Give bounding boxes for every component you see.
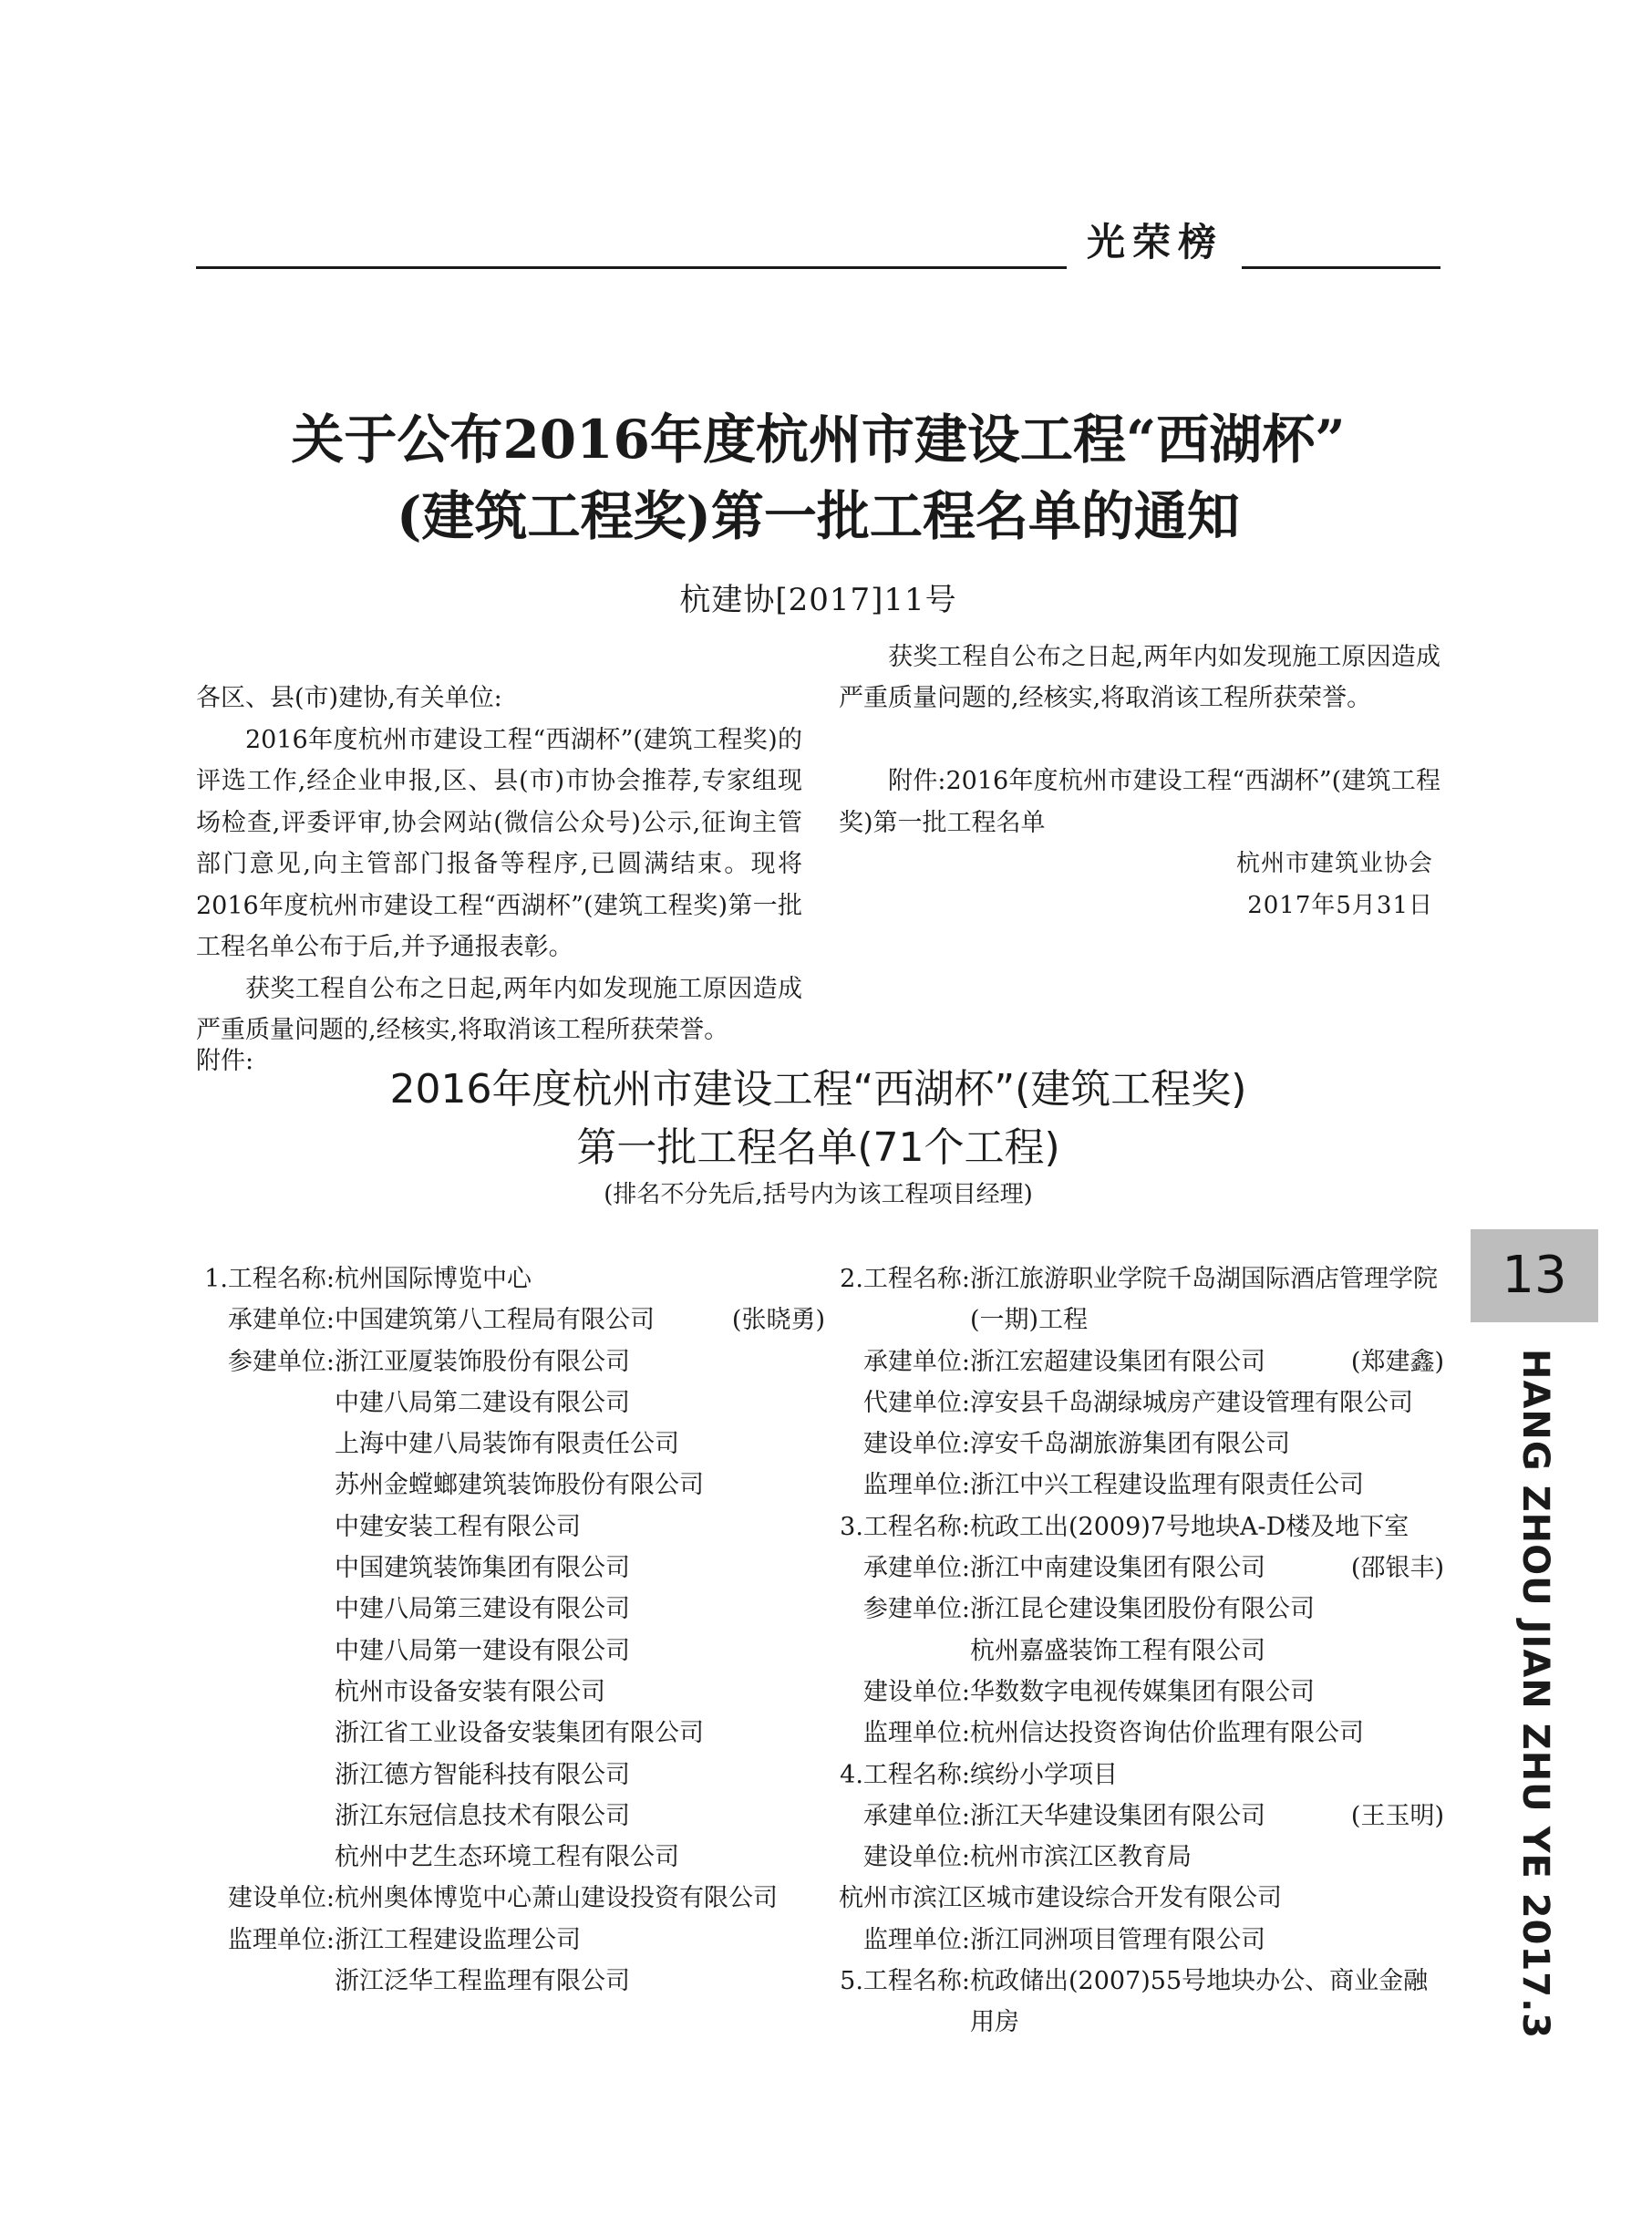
participant: 浙江昆仑建设集团股份有限公司 (970, 1595, 1315, 1624)
supervisor-label: 监理单位: (227, 1925, 335, 1954)
section-label: 光荣榜 (1086, 220, 1224, 264)
header-rule-left (196, 266, 1067, 269)
project-name: 杭州国际博览中心 (335, 1265, 532, 1293)
supervisor-name: 浙江中兴工程建设监理有限责任公司 (970, 1471, 1364, 1500)
contractor-label: 承建单位: (862, 1347, 970, 1376)
project-name-label: 1.工程名称: (204, 1265, 335, 1293)
participant: 浙江省工业设备安装集团有限公司 (335, 1719, 704, 1748)
owner-name-secondary: 杭州市滨江区城市建设综合开发有限公司 (839, 1884, 1282, 1913)
contractor-name: 中国建筑第八工程局有限公司 (335, 1306, 655, 1335)
contractor-label: 承建单位: (227, 1306, 335, 1335)
notice-title (196, 401, 1440, 554)
owner-name: 杭州市滨江区教育局 (970, 1843, 1192, 1872)
participant: 浙江亚厦装饰股份有限公司 (335, 1347, 630, 1376)
contractor-label: 承建单位: (862, 1554, 970, 1583)
supervisor-label: 监理单位: (862, 1471, 970, 1500)
participant: 杭州市设备安装有限公司 (335, 1677, 605, 1706)
participant: 苏州金螳螂建筑装饰股份有限公司 (335, 1471, 704, 1500)
project-3 (831, 1506, 1444, 1755)
journal-name: HANG ZHOU JIAN ZHU YE 2017.3 (1514, 1349, 1556, 2040)
project-manager: (邵银丰) (1350, 1554, 1444, 1583)
section-header (196, 217, 1440, 272)
notice-paragraph-1: 2016年度杭州市建设工程“西湖杯”(建筑工程奖)的评选工作,经企业申报,区、县(市)市协会推荐,专家组现场检查,评委评审,协会网站(微信公众号)公示,征询主管部门意见,向主管部门报备等程序,已圆满结束。现将2016年度杭州市建设工程“西湖杯”(建筑工程奖)第一批工程名单公布于后,并予通报表彰。 (196, 725, 802, 961)
contractor-name: 浙江天华建设集团有限公司 (970, 1801, 1265, 1830)
participant: 浙江东冠信息技术有限公司 (335, 1801, 630, 1830)
contractor-cell (970, 1341, 1444, 1382)
contractor-name: 浙江宏超建设集团有限公司 (970, 1347, 1265, 1376)
notice-paragraph-2: 获奖工程自公布之日起,两年内如发现施工原因造成严重质量问题的,经核实,将取消该工程所获荣誉。 (196, 974, 802, 1044)
agent-name: 淳安县千岛湖绿城房产建设管理有限公司 (970, 1388, 1413, 1417)
notice-paragraph-2-overflow: 获奖工程自公布之日起,两年内如发现施工原因造成严重质量问题的,经核实,将取消该工程所获荣誉。 (839, 642, 1440, 712)
list-title-line1: 2016年度杭州市建设工程“西湖杯”(建筑工程奖) (389, 1066, 1247, 1113)
participants-label: 参建单位: (862, 1595, 970, 1624)
journal-vertical-label (1496, 1349, 1575, 2040)
notice-paragraph-2-continued (839, 642, 1440, 761)
supervisor-name: 杭州信达投资咨询估价监理有限公司 (970, 1719, 1364, 1748)
owner-name: 淳安千岛湖旅游集团有限公司 (970, 1430, 1290, 1459)
attachment-label: 附件: (196, 1047, 254, 1075)
page-number-tab: 13 (1471, 1229, 1598, 1322)
notice-body-left (196, 678, 802, 1044)
project-name-label: 2.工程名称: (840, 1265, 970, 1293)
list-note: (排名不分先后,括号内为该工程项目经理) (604, 1181, 1033, 1208)
project-2 (831, 1258, 1444, 1506)
list-title (196, 1061, 1440, 1177)
project-name: 缤纷小学项目 (970, 1760, 1118, 1789)
attachment-note: 附件:2016年度杭州市建设工程“西湖杯”(建筑工程奖)第一批工程名单 (839, 767, 1440, 837)
contractor-cell (335, 1299, 825, 1341)
project-1 (196, 1258, 825, 2002)
project-manager: (张晓勇) (731, 1306, 825, 1335)
participant: 中建八局第二建设有限公司 (335, 1388, 630, 1417)
project-name: 浙江旅游职业学院千岛湖国际酒店管理学院(一期)工程 (970, 1265, 1438, 1335)
project-name-label: 3.工程名称: (840, 1512, 970, 1541)
participant: 杭州嘉盛装饰工程有限公司 (970, 1636, 1265, 1665)
project-list-left (196, 1258, 825, 2002)
participant: 浙江德方智能科技有限公司 (335, 1760, 630, 1789)
project-name: 杭政工出(2009)7号地块A-D楼及地下室 (970, 1512, 1409, 1541)
doc-number: 杭建协[2017]11号 (679, 582, 957, 618)
supervisor-label: 监理单位: (862, 1925, 970, 1954)
agent-label: 代建单位: (862, 1388, 970, 1417)
project-name-label: 5.工程名称: (840, 1967, 970, 1996)
notice-title-line1: 关于公布2016年度杭州市建设工程“西湖杯” (291, 409, 1346, 471)
owner-name: 杭州奥体博览中心萧山建设投资有限公司 (335, 1884, 778, 1913)
issue-date: 2017年5月31日 (1247, 891, 1433, 919)
owner-name: 华数数字电视传媒集团有限公司 (970, 1677, 1315, 1706)
participant: 上海中建八局装饰有限责任公司 (335, 1430, 679, 1459)
contractor-cell (970, 1548, 1444, 1589)
supervisor-name: 浙江同洲项目管理有限公司 (970, 1925, 1265, 1954)
salutation: 各区、县(市)建协,有关单位: (196, 684, 502, 712)
supervisor-name: 浙江泛华工程监理有限公司 (335, 1967, 630, 1996)
owner-label: 建设单位: (227, 1884, 335, 1913)
notice-title-line2: (建筑工程奖)第一批工程名单的通知 (397, 485, 1240, 547)
list-title-line2: 第一批工程名单(71个工程) (576, 1124, 1060, 1171)
participant: 中建安装工程有限公司 (335, 1512, 581, 1541)
header-rule-right (1242, 266, 1440, 269)
supervisor-name: 浙江工程建设监理公司 (335, 1925, 581, 1954)
project-manager: (郑建鑫) (1350, 1347, 1444, 1376)
owner-label: 建设单位: (862, 1677, 970, 1706)
participant: 中建八局第三建设有限公司 (335, 1595, 630, 1624)
owner-label: 建设单位: (862, 1843, 970, 1872)
contractor-label: 承建单位: (862, 1801, 970, 1830)
project-4 (831, 1755, 1444, 1961)
owner-label: 建设单位: (862, 1430, 970, 1459)
project-name-label: 4.工程名称: (840, 1760, 970, 1789)
contractor-cell (970, 1796, 1444, 1837)
notice-body-right (839, 642, 1440, 927)
supervisor-label: 监理单位: (862, 1719, 970, 1748)
project-list-right (831, 1258, 1444, 2044)
participant: 杭州中艺生态环境工程有限公司 (335, 1843, 679, 1872)
project-5 (831, 1961, 1444, 2044)
participant: 中国建筑装饰集团有限公司 (335, 1554, 630, 1583)
contractor-name: 浙江中南建设集团有限公司 (970, 1554, 1265, 1583)
project-manager: (王玉明) (1350, 1801, 1444, 1830)
issuer: 杭州市建筑业协会 (1235, 850, 1433, 877)
participant: 中建八局第一建设有限公司 (335, 1636, 630, 1665)
project-name: 杭政储出(2007)55号地块办公、商业金融用房 (970, 1967, 1429, 2037)
participants-label: 参建单位: (227, 1347, 335, 1376)
